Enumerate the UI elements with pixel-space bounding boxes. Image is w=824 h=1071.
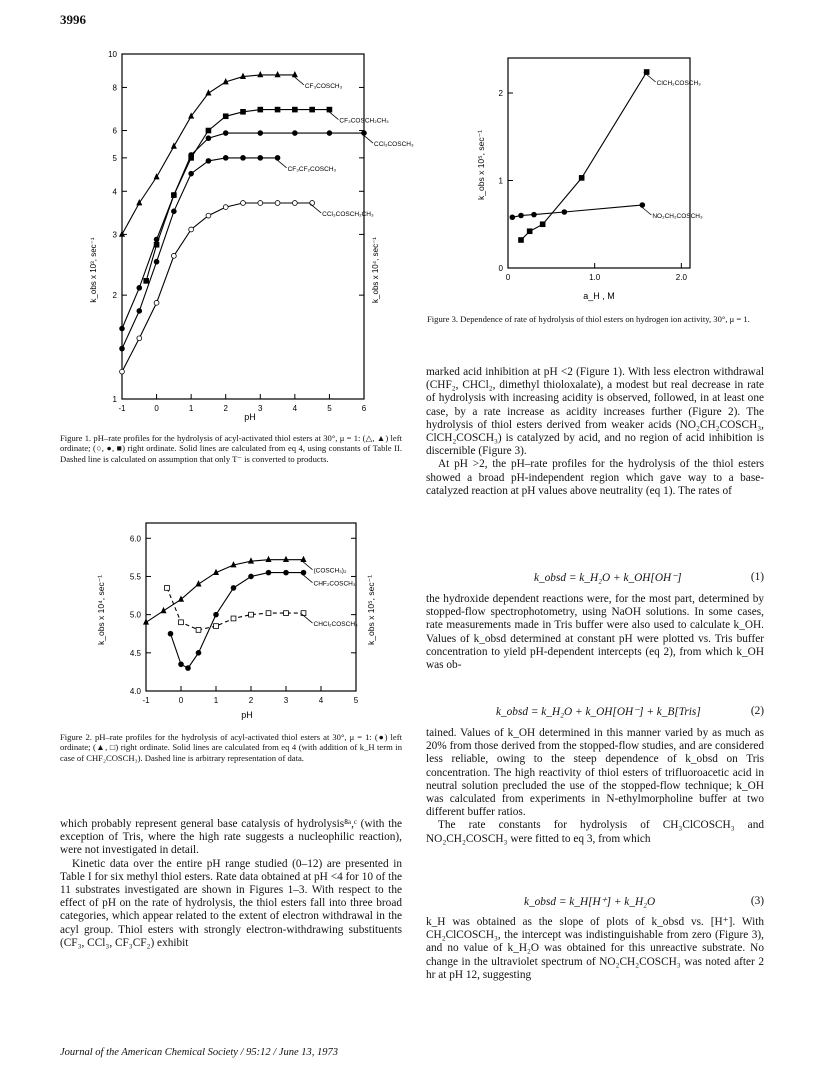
data-point: [275, 107, 280, 112]
equation-3-body: k_obsd = k_H[H⁺] + k_H₂O: [524, 896, 656, 908]
y-tick-label: 8: [112, 83, 117, 93]
equation-1-number: (1): [750, 571, 764, 583]
data-point: [120, 326, 125, 331]
data-point: [241, 109, 246, 114]
fig1-frame: [122, 54, 364, 399]
data-point: [284, 570, 289, 575]
data-point: [310, 201, 315, 206]
data-point: [206, 158, 211, 163]
data-point: [223, 205, 228, 210]
figure-1-caption: Figure 1. pH–rate profiles for the hydrolysis of acyl-activated thiol esters at 30°, μ = 1: (△, ▲) left ordinate; (○, ●, ■) right ordinate. Solid lines are calculated from eq 4, using constants of Table II. Dashed line is calculated on assumption that only T⁻ is converted to products.: [60, 433, 402, 464]
data-point: [562, 210, 567, 215]
equation-2-body: k_obsd = k_H₂O + k_OH[OH⁻] + k_B[Tris]: [496, 706, 701, 718]
label-leader: [275, 158, 287, 168]
fig2-xlabel: pH: [241, 710, 253, 720]
series-line: [521, 72, 647, 240]
label-leader: [326, 110, 338, 120]
data-point: [165, 586, 170, 591]
data-point: [301, 570, 306, 575]
data-point: [214, 624, 219, 629]
x-tick-label: -1: [142, 696, 150, 705]
paragraph: marked acid inhibition at pH <2 (Figure 1). With less electron withdrawal (CHF₂, CHCl₂, dimethyl thioloxalate), a modest but real decrease in rate of hydrolysis with increasing acidity is observed, followed, in at least one case, by a rate increase as acidity increases further (Figure 2). The hydrolysis of thiol esters derived from weaker acids (NO₂CH₂COSCH₃, ClCH₂COSCH₃) is catalyzed by acid, and no region of acid inhibition is discernible (Figure 3).: [426, 366, 764, 458]
figure-3-chart: [472, 50, 722, 305]
data-point: [540, 222, 545, 227]
data-point: [189, 227, 194, 232]
data-point: [258, 131, 263, 136]
data-point: [206, 128, 211, 133]
equation-3-number: (3): [750, 895, 764, 907]
y-tick-label: 1: [112, 395, 117, 404]
paragraph: which probably represent general base catalysis of hydrolysis⁸ᵃ,ᶜ (with the exception of Tris, where the high rate suggests a nucleophilic reaction), were not investigated in detail.: [60, 818, 402, 857]
curve-label: CHCl₂COSCH₃: [313, 621, 358, 629]
data-point: [258, 107, 263, 112]
data-point: [327, 131, 332, 136]
series-line: [122, 203, 312, 372]
label-leader: [361, 133, 373, 143]
data-point: [154, 259, 159, 264]
fig2-ylabel-right: k_obs x 10⁵, sec⁻¹: [366, 575, 376, 645]
y-tick-label: 10: [108, 50, 117, 59]
curve-label: CCl₃COSCH₂CH₃: [322, 210, 374, 218]
data-point: [231, 616, 236, 621]
series-line: [122, 75, 295, 235]
data-point: [171, 253, 176, 258]
fig3-ylabel: k_obs x 10⁵, sec⁻¹: [476, 130, 486, 200]
data-point: [644, 70, 649, 75]
data-point: [579, 175, 584, 180]
label-leader: [639, 205, 651, 215]
fig2-ylabel-left: k_obs x 10⁴, sec⁻¹: [96, 574, 106, 646]
data-point: [186, 666, 191, 671]
data-point: [168, 631, 173, 636]
x-tick-label: 3: [283, 696, 289, 705]
data-point: [241, 201, 246, 206]
x-tick-label: 6: [361, 404, 367, 413]
x-tick-label: 0: [178, 696, 184, 705]
x-tick-label: -1: [118, 404, 126, 413]
x-tick-label: 2.0: [675, 273, 687, 282]
data-point: [310, 107, 315, 112]
y-tick-label: 1: [498, 176, 503, 186]
equation-1-body: k_obsd = k_H₂O + k_OH[OH⁻]: [534, 572, 682, 584]
x-tick-label: 1: [188, 404, 194, 413]
data-point: [640, 203, 645, 208]
label-leader: [309, 203, 321, 213]
x-tick-label: 5: [327, 404, 332, 413]
data-point: [266, 570, 271, 575]
x-tick-label: 0: [505, 273, 511, 282]
y-tick-label: 3: [112, 230, 117, 240]
x-tick-label: 5: [353, 696, 359, 705]
right-column-lower: [426, 727, 764, 846]
x-tick-label: 4: [292, 404, 298, 413]
fig1-xlabel: pH: [244, 412, 256, 422]
data-point: [292, 131, 297, 136]
data-point: [189, 171, 194, 176]
label-leader: [292, 75, 304, 85]
data-point: [519, 213, 524, 218]
y-tick-label: 6: [112, 126, 117, 136]
data-point: [223, 114, 228, 119]
y-tick-label: 5.0: [129, 610, 141, 620]
data-point: [144, 278, 149, 283]
fig2-frame: [146, 523, 356, 691]
data-point: [206, 136, 211, 141]
data-point: [196, 628, 201, 633]
x-tick-label: 3: [258, 404, 263, 413]
paragraph: At pH >2, the pH–rate profiles for the hydrolysis of the thiol esters showed a broad pH-independent region which gave way to a base-catalyzed reaction at pH values above neutrality (eq 1). The rates of: [426, 458, 764, 497]
x-tick-label: 0: [154, 404, 159, 413]
data-point: [154, 237, 159, 242]
data-point: [137, 309, 142, 314]
data-point: [179, 662, 184, 667]
data-point: [510, 215, 515, 220]
data-point: [249, 574, 254, 579]
right-column-top: [426, 366, 764, 498]
curve-label: (COSCH₃)₂: [313, 567, 347, 575]
figure-3-caption: Figure 3. Dependence of rate of hydrolysis of thiol esters on hydrogen ion activity, 30°, μ = 1.: [427, 314, 750, 324]
label-leader: [644, 72, 656, 82]
x-tick-label: 2: [248, 696, 254, 705]
label-leader: [301, 573, 313, 583]
curve-label: NO₂CH₂COSCH₃: [652, 213, 703, 220]
fig1-ylabel-left: k_obs x 10³, sec⁻¹: [89, 237, 98, 303]
data-point: [275, 155, 280, 160]
figure-2-caption: Figure 2. pH–rate profiles for the hydrolysis of acyl-activated thiol esters at 30°, μ = 1: (●) left ordinate; (▲, □) right ordinate. Solid lines are calculated from eq 4 (with addition of k_H term in case of CHF₂COSCH₃). Dashed line is arbitrary representation of data.: [60, 732, 402, 763]
fig3-xlabel: a_H , M: [583, 291, 615, 301]
series-line: [122, 158, 278, 349]
data-point: [137, 285, 142, 290]
data-point: [301, 611, 306, 616]
figure-1-chart: [82, 40, 414, 425]
y-tick-label: 4.0: [129, 687, 141, 696]
data-point: [223, 131, 228, 136]
x-tick-label: 4: [318, 696, 324, 705]
x-tick-label: 1: [213, 696, 219, 705]
data-point: [223, 155, 228, 160]
left-column-bottom: [60, 818, 402, 950]
data-point: [327, 107, 332, 112]
right-column-middle: [426, 593, 764, 672]
y-tick-label: 2: [112, 291, 117, 301]
curve-label: CF₃COSCH₂CH₃: [339, 117, 389, 125]
data-point: [214, 612, 219, 617]
paragraph: the hydroxide dependent reactions were, for the most part, determined by stopped-flow spectrophotometry, using NaOH solutions. In some cases, rate measurements made in Tris buffer were also used to calculate k_OH. Values of k_obsd determined at constant pH were plotted vs. Tris buffer concentration to yield pH-dependent intercepts (eq 2), from which k_OH was ob-: [426, 593, 764, 672]
data-point: [519, 238, 524, 243]
data-point: [154, 300, 159, 305]
data-point: [284, 611, 289, 616]
data-point: [171, 193, 176, 198]
page-number: 3996: [60, 12, 86, 27]
data-point: [189, 152, 194, 157]
data-point: [171, 209, 176, 214]
fig1-ylabel-right: k_obs x 10⁴, sec⁻¹: [371, 237, 380, 303]
data-point: [532, 212, 537, 217]
data-point: [196, 650, 201, 655]
data-point: [179, 596, 184, 601]
curve-label: CCl₃COSCH₃: [374, 141, 414, 149]
x-tick-label: 1.0: [589, 273, 601, 282]
data-point: [275, 201, 280, 206]
y-tick-label: 4: [112, 187, 117, 197]
data-point: [231, 586, 236, 591]
data-point: [249, 612, 254, 617]
paragraph: Kinetic data over the entire pH range studied (0–12) are presented in Table I for six methyl thiol esters. Rate data obtained at pH <4 for 10 of the 11 substrates investigated are shown in Figures 1–3. With respect to the effect of pH on the rate of hydrolysis, the thiol esters fall into three broad categories, which appear related to the extent of electron withdrawal in the acyl group. Thiol esters with strongly electron-withdrawing substituents (CF₃, CCl₃, CF₃CF₂) exhibit: [60, 857, 402, 949]
data-point: [292, 201, 297, 206]
data-point: [206, 213, 211, 218]
y-tick-label: 2: [498, 89, 503, 98]
series-line: [171, 573, 304, 669]
equation-2-number: (2): [750, 705, 764, 717]
data-point: [179, 620, 184, 625]
curve-label: CF₃COSCH₃: [304, 82, 343, 90]
y-tick-label: 6.0: [129, 534, 141, 544]
data-point: [266, 611, 271, 616]
y-tick-label: 5: [112, 153, 117, 163]
journal-footer: Journal of the American Chemical Society / 95:12 / June 13, 1973: [60, 1047, 338, 1058]
paragraph: tained. Values of k_OH determined in this manner varied by as much as 20% from those derived from the stopped-flow studies, and are considered less reliable, owing to the steep dependence of k_obsd on Tris concentration. The high reactivity of thiol esters of trifluoroacetic acid in neutral solution precluded the use of the stopped-flow technique; k_OH was calculated from experiments in N-ethylmorpholine buffer at two different buffer ratios.: [426, 727, 764, 819]
data-point: [292, 107, 297, 112]
paragraph: The rate constants for hydrolysis of CH₃ClCOSCH₃ and NO₂CH₂COSCH₃ were fitted to eq 3, from which: [426, 819, 764, 845]
y-tick-label: 4.5: [129, 648, 141, 658]
figure-2-chart: [82, 518, 402, 723]
y-tick-label: 5.5: [129, 572, 141, 582]
paragraph: k_H was obtained as the slope of plots of k_obsd vs. [H⁺]. With CH₂ClCOSCH₃, the intercept was indistinguishable from zero (Figure 3), and no value of k_H₂O was obtained for this unreactive substrate. No change in the ultraviolet spectrum of NO₂CH₂COSCH₃ was noted after 2 hr at pH 12, suggesting: [426, 916, 764, 981]
data-point: [120, 346, 125, 351]
data-point: [527, 229, 532, 234]
y-tick-label: 0: [498, 264, 503, 273]
curve-label: CF₃CF₂COSCH₃: [287, 165, 337, 173]
data-point: [120, 369, 125, 374]
label-leader: [301, 613, 313, 623]
label-leader: [301, 560, 313, 570]
data-point: [258, 201, 263, 206]
data-point: [362, 131, 367, 136]
fig3-frame: [508, 58, 690, 268]
curve-label: CHF₂COSCH₃: [313, 580, 356, 588]
right-column-end: [426, 916, 764, 982]
data-point: [258, 155, 263, 160]
x-tick-label: 2: [223, 404, 228, 413]
data-point: [241, 155, 246, 160]
curve-label: ClCH₂COSCH₃: [656, 80, 701, 87]
data-point: [137, 336, 142, 341]
